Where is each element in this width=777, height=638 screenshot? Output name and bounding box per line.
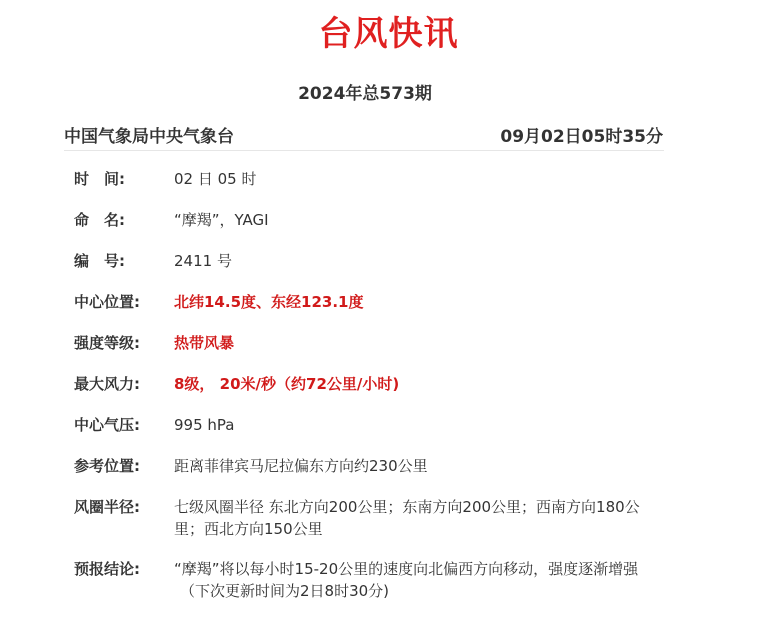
intensity-value: 热带风暴	[174, 334, 235, 352]
forecast-text: “摩羯”将以每小时15-20公里的速度向北偏西方向移动，强度逐渐增强	[174, 560, 639, 578]
pressure-label: 中心气压:	[74, 416, 140, 434]
page-title: 台风快讯	[318, 14, 459, 54]
reference-label: 参考位置:	[74, 457, 140, 475]
header-divider	[64, 150, 664, 151]
name-label: 命 名:	[74, 211, 125, 229]
number-label: 编 号:	[74, 252, 125, 270]
reference-value: 距离菲律宾马尼拉偏东方向约230公里	[174, 457, 428, 475]
issue-number: 2024年总573期	[298, 84, 432, 104]
issuing-agency: 中国气象局中央气象台	[64, 127, 234, 147]
issued-time: 09月02日05时35分	[500, 127, 663, 147]
pressure-value: 995 hPa	[174, 416, 235, 434]
number-value: 2411 号	[174, 252, 232, 270]
max-wind-label: 最大风力:	[74, 375, 140, 393]
wind-radius-value: 七级风圈半径 东北方向200公里；东南方向200公里；西南方向180公里；西北方向150公里	[174, 498, 640, 538]
center-value: 北纬14.5度、东经123.1度	[174, 293, 364, 311]
center-label: 中心位置:	[74, 293, 140, 311]
name-value: “摩羯”，YAGI	[174, 211, 269, 229]
time-value: 02 日 05 时	[174, 170, 257, 188]
forecast-label: 预报结论:	[74, 560, 140, 578]
max-wind-value: 8级， 20米/秒（约72公里/小时)	[174, 375, 400, 393]
intensity-label: 强度等级:	[74, 334, 140, 352]
next-update-note: （下次更新时间为2日8时30分)	[180, 582, 390, 600]
wind-radius-label: 风圈半径:	[74, 498, 140, 516]
forecast-value	[174, 558, 664, 602]
time-label: 时 间:	[74, 170, 125, 188]
